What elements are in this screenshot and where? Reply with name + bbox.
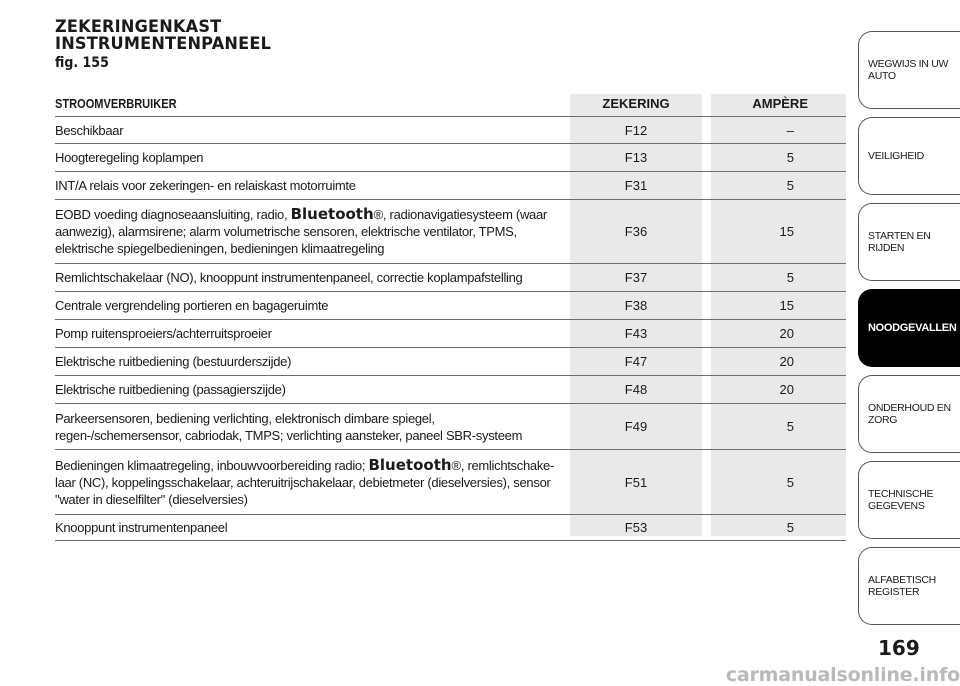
row-consumer: Hoogteregeling koplampen (55, 150, 204, 165)
row-fuse: F49 (624, 419, 648, 434)
row-fuse: F43 (624, 326, 648, 341)
row-ampere: 5 (786, 474, 794, 490)
chapter-tabs (858, 31, 960, 633)
row-ampere: 20 (779, 382, 794, 397)
row-ampere: 15 (779, 298, 794, 313)
page-number: 169 (878, 636, 920, 660)
row-consumer: Pomp ruitensproeiers/achterruitsproeier (55, 326, 272, 341)
row-fuse: F51 (624, 474, 648, 490)
row-ampere: – (786, 122, 794, 138)
row-consumer: EOBD voeding diagnoseaansluiting, radio, Bluetooth®, radionavigatiesysteem (waar aanwezig), alarmsirene; alarm volumetrische sensoren, elektrische ventilator, TPMS, elektrische spiegelbedieningen, bedieningen klimaatregeling (55, 205, 547, 256)
row-fuse: F53 (624, 520, 648, 535)
row-fuse: F48 (624, 382, 648, 397)
header-fuse: ZEKERING (602, 96, 670, 111)
row-fuse: F47 (624, 354, 648, 369)
row-consumer: Elektrische ruitbediening (passagierszijde) (55, 382, 286, 397)
row-ampere: 5 (786, 419, 794, 434)
row-ampere: 20 (779, 326, 794, 341)
row-consumer: Remlichtschakelaar (NO), knooppunt instrumentenpaneel, correctie koplampafstelling (55, 270, 523, 285)
table-row (55, 449, 846, 514)
title-line-2: INSTRUMENTENPANEEL (55, 34, 272, 54)
row-fuse: F31 (624, 178, 648, 193)
row-fuse: F12 (624, 122, 648, 138)
section-title (55, 19, 282, 72)
tab-onderhoud-en-zorg[interactable] (858, 375, 960, 453)
row-consumer: Bedieningen klimaatregeling, inbouwvoorbereiding radio; Bluetooth®, remlichtschake-laar (NC), koppelingsschakelaar, achteruitrijschakelaar, debietmeter (dieselversies), sensor "water in dieselfilter" (dieselversies) (55, 455, 554, 507)
tab-label: WEGWIJS IN UW AUTO (868, 58, 949, 82)
table-row (55, 403, 846, 449)
tab-technische-gegevens[interactable] (858, 461, 960, 539)
row-consumer: Elektrische ruitbediening (bestuurderszijde) (55, 354, 292, 369)
row-ampere: 5 (786, 178, 794, 193)
tab-noodgevallen[interactable] (858, 289, 960, 367)
tab-label: STARTEN EN RIJDEN (868, 230, 931, 254)
bluetooth-wordmark: Bluetooth (290, 205, 374, 223)
table-row (55, 375, 846, 403)
tab-label: VEILIGHEID (868, 150, 924, 162)
row-consumer: INT/A relais voor zekeringen- en relaiskast motorruimte (55, 178, 356, 193)
tab-label: ONDERHOUD EN ZORG (868, 402, 951, 426)
table-row (55, 347, 846, 375)
row-ampere: 5 (786, 520, 794, 535)
row-fuse: F38 (624, 298, 648, 313)
tab-starten-en-rijden[interactable] (858, 203, 960, 281)
tab-alfabetisch-register[interactable] (858, 547, 960, 625)
tab-veiligheid[interactable] (858, 117, 960, 195)
row-consumer: Beschikbaar (55, 122, 124, 138)
header-ampere: AMPÈRE (752, 96, 808, 111)
row-ampere: 15 (779, 224, 794, 239)
figure-reference: fig. 155 (55, 55, 109, 71)
table-header (55, 94, 846, 116)
table-row (55, 199, 846, 263)
row-fuse: F13 (624, 150, 648, 165)
tab-wegwijs[interactable] (858, 31, 960, 109)
row-ampere: 20 (779, 354, 794, 369)
row-consumer: Centrale vergrendeling portieren en bagageruimte (55, 298, 329, 313)
row-ampere: 5 (786, 270, 794, 285)
row-fuse: F37 (624, 270, 648, 285)
table-row (55, 171, 846, 199)
fuse-table (55, 116, 846, 541)
tab-label: ALFABETISCH REGISTER (868, 574, 936, 598)
row-ampere: 5 (786, 150, 794, 165)
header-consumer: STROOMVERBRUIKER (55, 96, 177, 111)
row-consumer: Knooppunt instrumentenpaneel (55, 520, 228, 535)
table-row (55, 116, 846, 143)
tab-label: TECHNISCHE GEGEVENS (868, 488, 934, 512)
row-consumer: Parkeersensoren, bediening verlichting, elektronisch dimbare spiegel, regen-/schemersensor, cabriodak, TMPS; verlichting aansteker, paneel SBR-systeem (55, 410, 523, 443)
table-row (55, 263, 846, 291)
table-row (55, 143, 846, 171)
table-row (55, 291, 846, 319)
watermark: carmanualsonline.info (725, 664, 960, 686)
title-line-1: ZEKERINGENKAST (55, 17, 222, 37)
table-row (55, 514, 846, 541)
row-fuse: F36 (624, 224, 648, 239)
bluetooth-wordmark: Bluetooth (368, 455, 452, 474)
table-row (55, 319, 846, 347)
tab-label: NOODGEVALLEN (868, 322, 957, 334)
